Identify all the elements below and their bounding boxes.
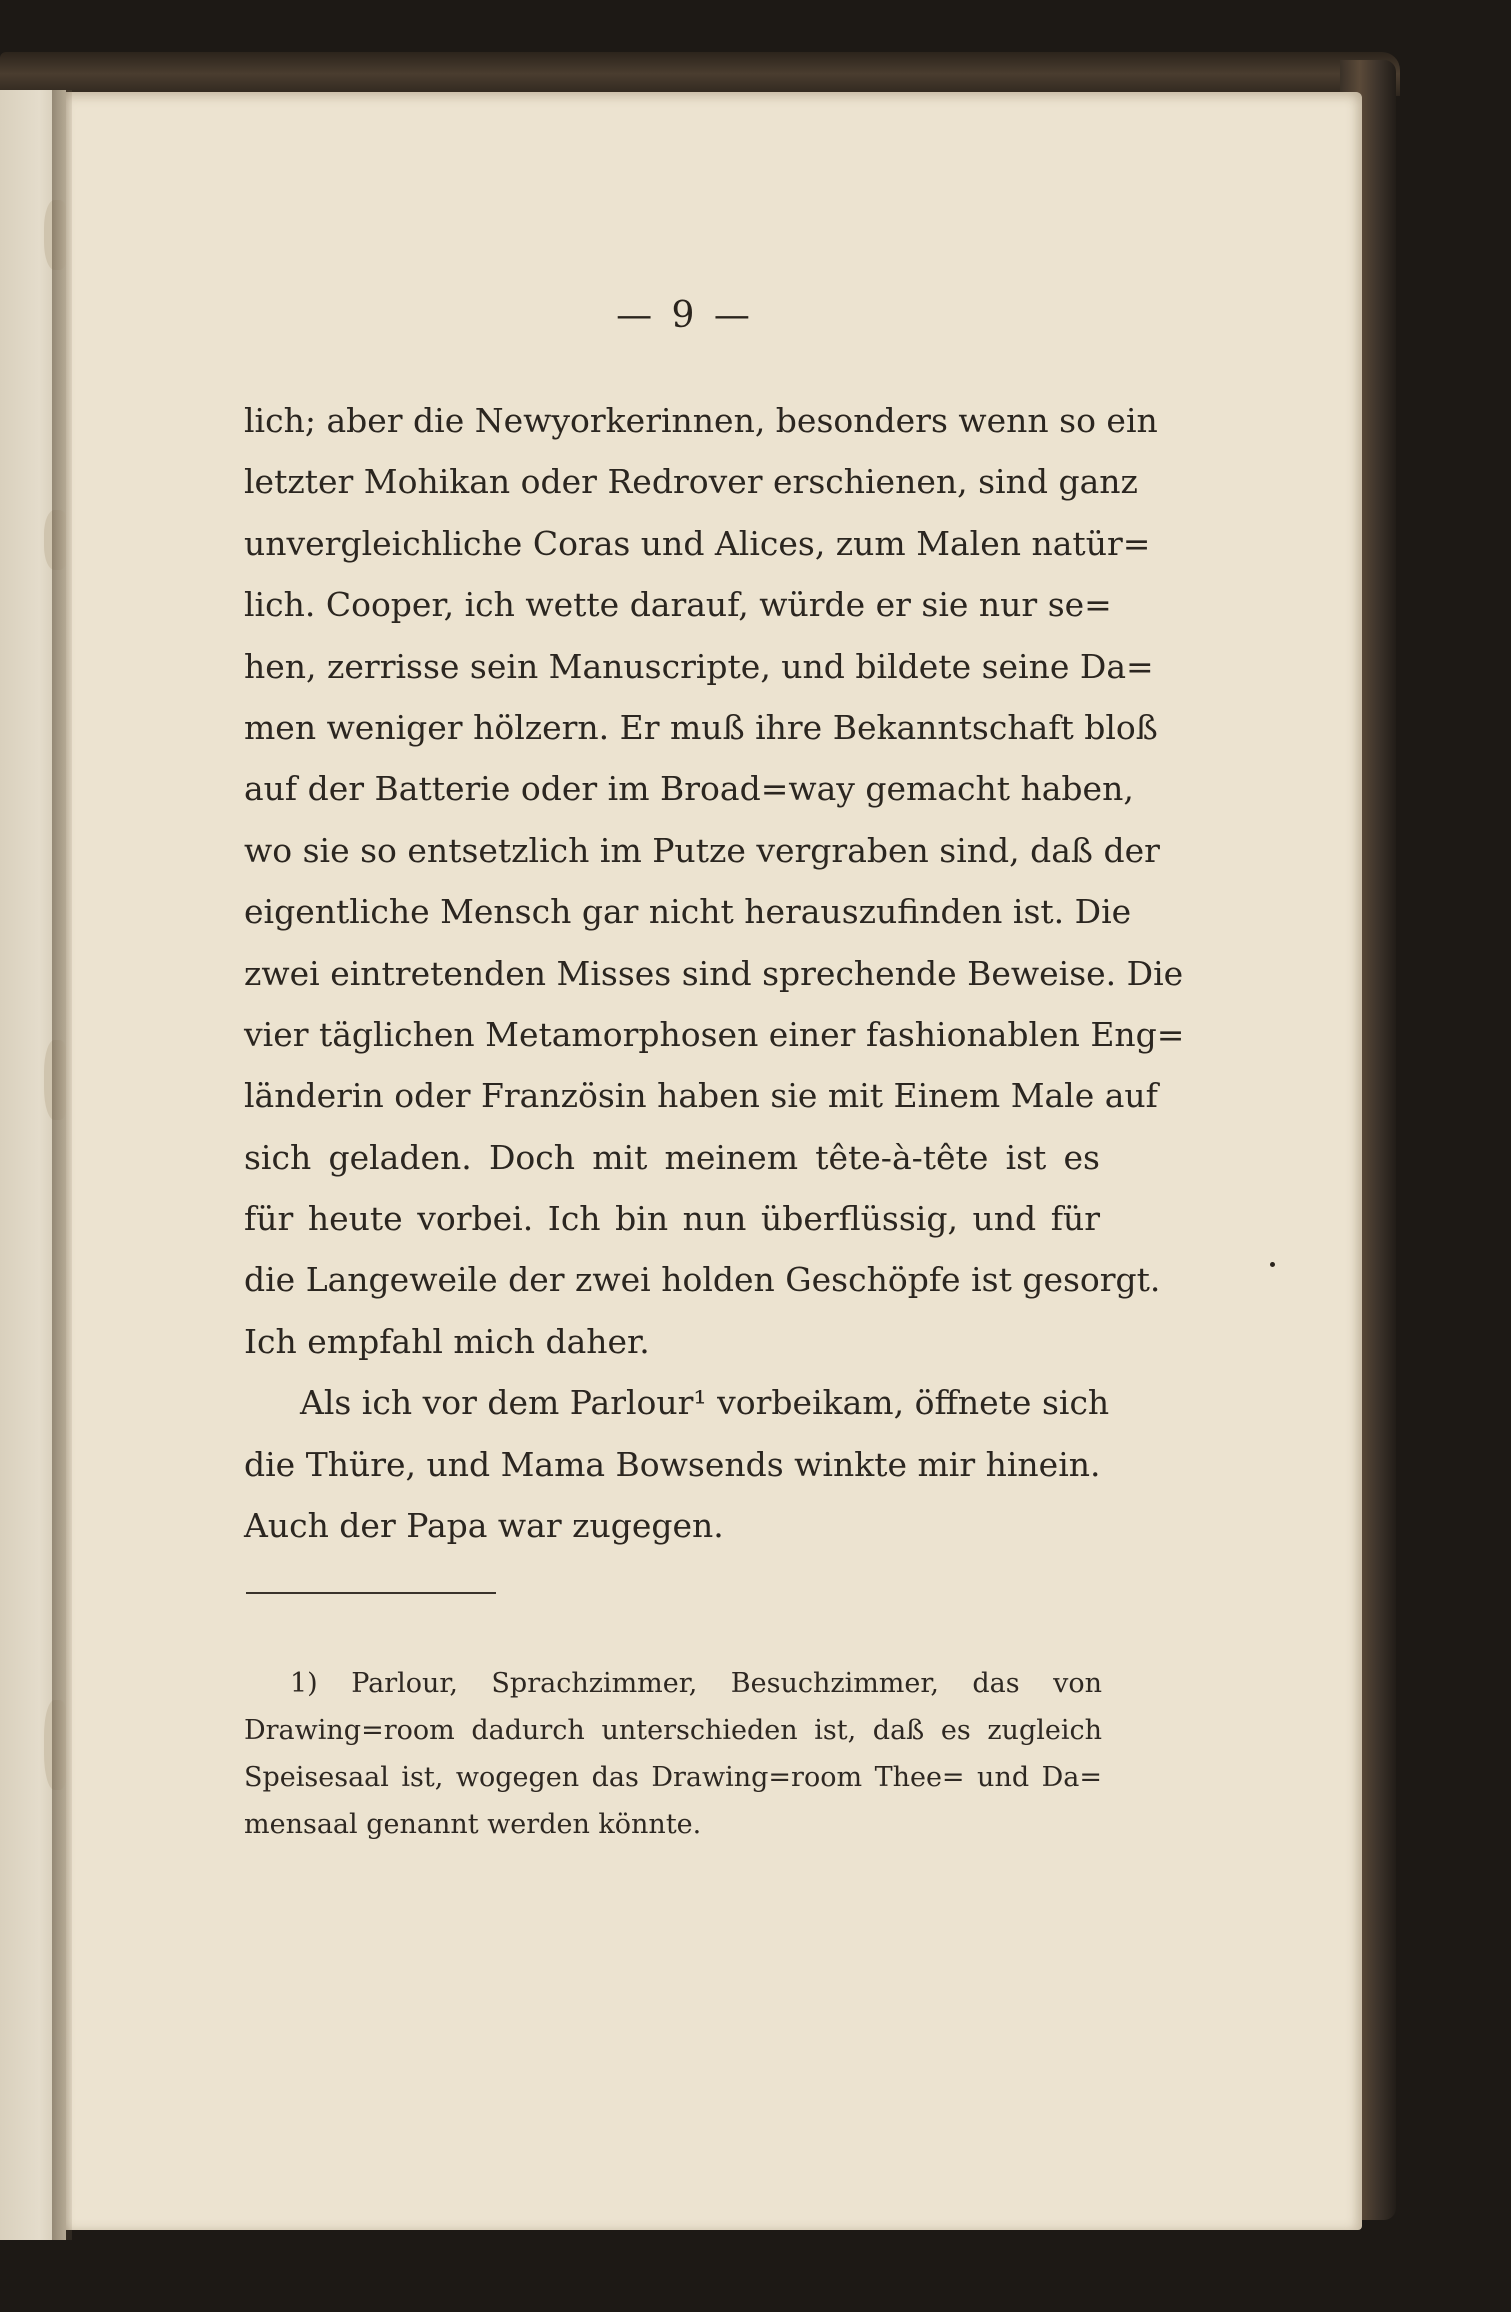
footnote — [244, 1660, 1102, 1848]
text-line: wo sie so entsetzlich im Putze vergraben sind, daß der — [244, 830, 1160, 870]
text-line: für heute vorbei. Ich bin nun überflüssig, und für — [244, 1199, 1100, 1239]
text-line: Ich empfahl mich daher. — [244, 1321, 650, 1361]
text-line: auf der Batterie oder im Broad=way gemacht haben, — [244, 769, 1134, 809]
text-line: die Langeweile der zwei holden Geschöpfe ist gesorgt. — [244, 1260, 1161, 1300]
text-line: unvergleichliche Coras und Alices, zum Malen natür= — [244, 523, 1151, 563]
text-line: Als ich vor dem Parlour¹ vorbeikam, öffnete sich — [300, 1383, 1110, 1423]
footnote-line: 1) Parlour, Sprachzimmer, Besuchzimmer, das von — [290, 1668, 1102, 1699]
text-line: vier täglichen Metamorphosen einer fashionablen Eng= — [244, 1014, 1185, 1054]
body-text — [244, 390, 1185, 1556]
text-line: Auch der Papa war zugegen. — [244, 1506, 724, 1546]
page-gutter-shadow — [52, 90, 72, 2240]
book-binding-top — [0, 52, 1400, 96]
footnote-line: mensaal genannt werden könnte. — [244, 1809, 702, 1840]
text-line: länderin oder Französin haben sie mit Einem Male auf — [244, 1076, 1158, 1116]
text-line: eigentliche Mensch gar nicht herauszufinden ist. Die — [244, 892, 1132, 932]
text-line: zwei eintretenden Misses sind sprechende Beweise. Die — [244, 953, 1184, 993]
text-line: lich. Cooper, ich wette darauf, würde er sie nur se= — [244, 585, 1112, 625]
footnote-line: Drawing=room dadurch unterschieden ist, daß es zugleich — [244, 1715, 1102, 1746]
text-line: men weniger hölzern. Er muß ihre Bekanntschaft bloß — [244, 707, 1158, 747]
footnote-line: Speisesaal ist, wogegen das Drawing=room Thee= und Da= — [244, 1762, 1102, 1793]
page-number: — 9 — — [616, 295, 754, 336]
footnote-divider — [246, 1592, 496, 1594]
text-line: sich geladen. Doch mit meinem tête-à-tête ist es — [244, 1137, 1100, 1177]
text-line: lich; aber die Newyorkerinnen, besonders wenn so ein — [244, 401, 1158, 440]
text-line: hen, zerrisse sein Manuscripte, und bildete seine Da= — [244, 646, 1154, 686]
text-line: letzter Mohikan oder Redrover erschienen, sind ganz — [244, 462, 1138, 502]
ink-speck — [1270, 1262, 1275, 1267]
text-line: die Thüre, und Mama Bowsends winkte mir hinein. — [244, 1444, 1101, 1484]
